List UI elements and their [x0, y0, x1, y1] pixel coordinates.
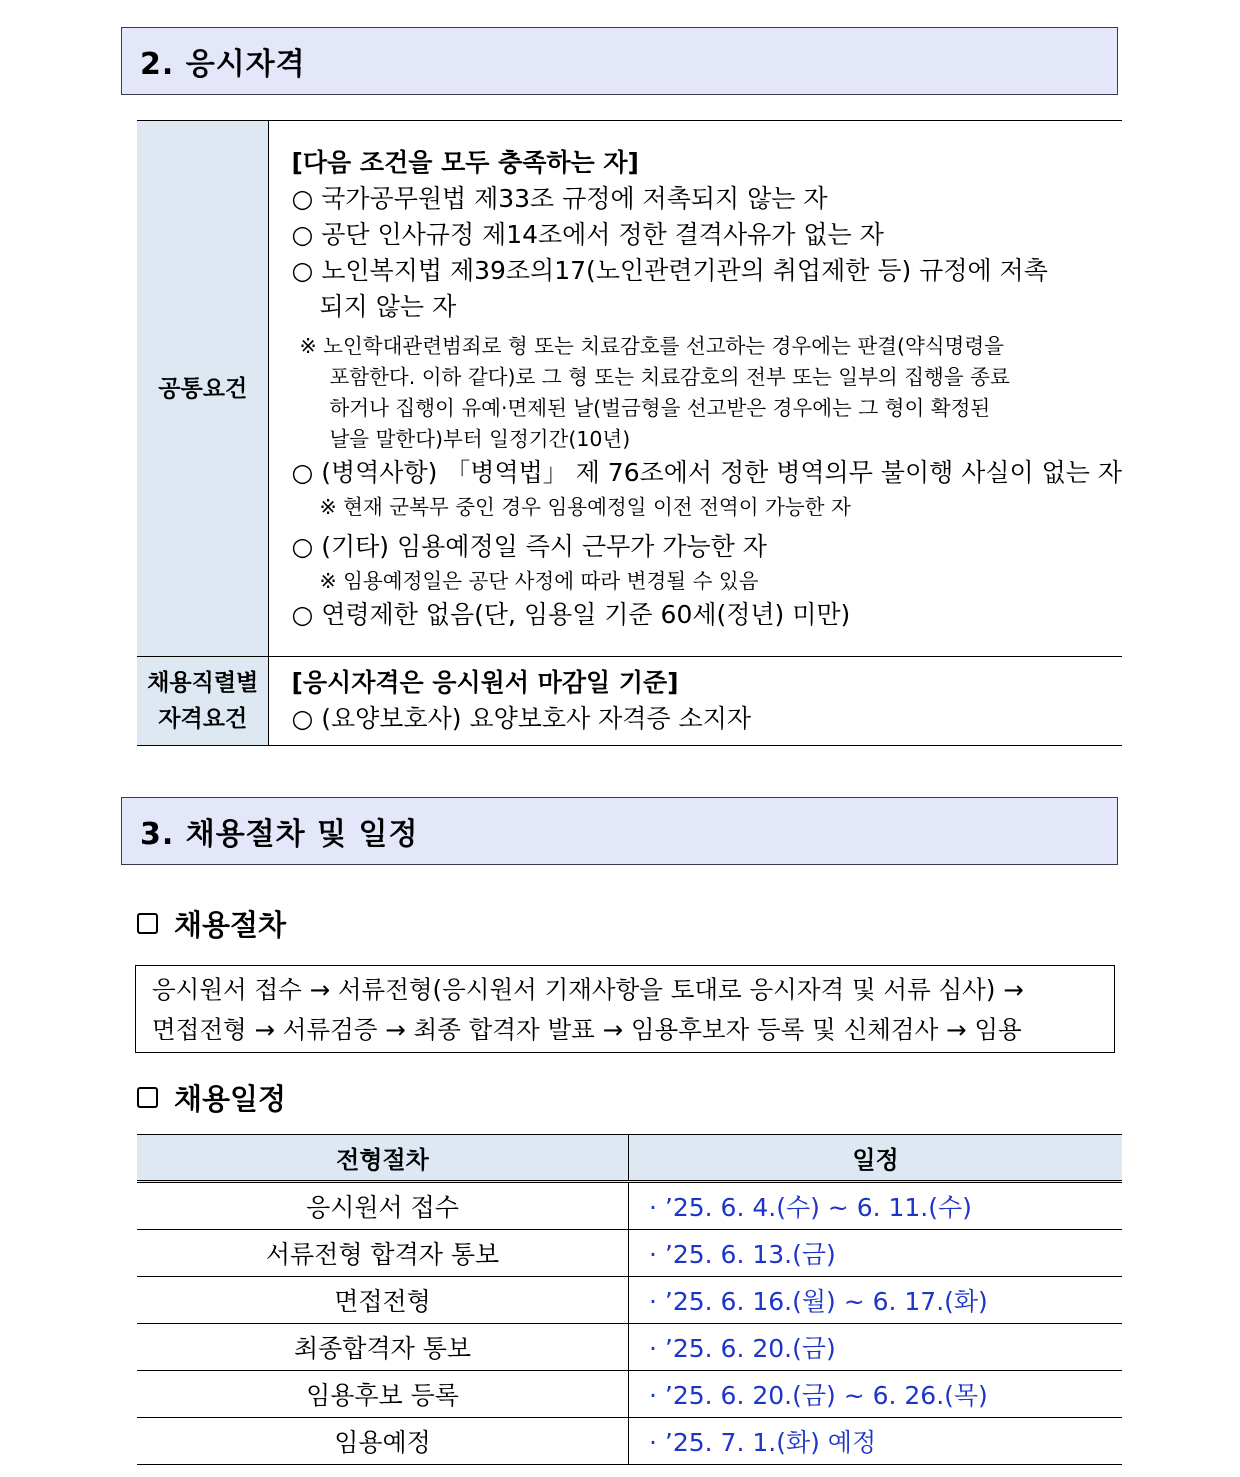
- section-3-header: [121, 797, 1118, 865]
- table-row: [137, 1324, 1122, 1371]
- common-item-3: ○ 노인복지법 제39조의17(노인관련기관의 취업제한 등) 규정에 저촉: [291, 255, 1048, 285]
- schedule-step: 서류전형 합격자 통보: [137, 1230, 629, 1277]
- schedule-step: 최종합격자 통보: [137, 1324, 629, 1371]
- common-heading: [다음 조건을 모두 충족하는 자]: [291, 147, 639, 177]
- common-requirements-label: 공통요건: [137, 121, 269, 657]
- schedule-title: 채용일정: [174, 1082, 287, 1116]
- schedule-step: 임용예정: [137, 1418, 629, 1465]
- checkbox-square-icon: [137, 1087, 158, 1108]
- schedule-date: · ’25. 6. 16.(월) ~ 6. 17.(화): [629, 1277, 1123, 1324]
- schedule-date: · ’25. 6. 4.(수) ~ 6. 11.(수): [629, 1182, 1123, 1230]
- procedure-subtitle: [137, 903, 286, 944]
- schedule-header-step: 전형절차: [137, 1135, 629, 1182]
- job-requirements-row: [137, 657, 1122, 746]
- procedure-box: [135, 965, 1115, 1053]
- section-3-title: 3. 채용절차 및 일정: [140, 817, 419, 852]
- table-row: [137, 1277, 1122, 1324]
- schedule-date: · ’25. 6. 20.(금): [629, 1324, 1123, 1371]
- common-item-3-cont: 되지 않는 자: [319, 291, 457, 321]
- common-item-6: ○ 연령제한 없음(단, 임용일 기준 60세(정년) 미만): [291, 599, 851, 629]
- job-label-line-1: 채용직렬별: [147, 670, 259, 696]
- table-row: [137, 1230, 1122, 1277]
- table-row: [137, 1418, 1122, 1465]
- note-line-1: ※ 노인학대관련범죄로 형 또는 치료감호를 선고하는 경우에는 판결(약식명령을: [299, 333, 1004, 358]
- schedule-date: · ’25. 7. 1.(화) 예정: [629, 1418, 1123, 1465]
- job-requirements-content: [269, 657, 1122, 746]
- note-line-2: 포함한다. 이하 같다)로 그 형 또는 치료감호의 전부 또는 일부의 집행을 종료: [329, 364, 1010, 389]
- schedule-header-row: [137, 1135, 1122, 1182]
- schedule-date: · ’25. 6. 20.(금) ~ 6. 26.(목): [629, 1371, 1123, 1418]
- schedule-step: 면접전형: [137, 1277, 629, 1324]
- checkbox-square-icon: [137, 913, 158, 934]
- common-requirements-content: [269, 121, 1122, 657]
- job-label-line-2: 자격요건: [158, 706, 248, 732]
- section-2-header: [121, 27, 1118, 95]
- job-heading: [응시자격은 응시원서 마감일 기준]: [291, 668, 679, 697]
- qualification-table: [137, 120, 1122, 746]
- note-line-4: 날을 말한다)부터 일정기간(10년): [329, 426, 631, 451]
- procedure-title: 채용절차: [174, 908, 287, 942]
- schedule-date: · ’25. 6. 13.(금): [629, 1230, 1123, 1277]
- table-row: [137, 1182, 1122, 1230]
- military-note: ※ 현재 군복무 중인 경우 임용예정일 이전 전역이 가능한 자: [319, 494, 851, 519]
- common-item-4: ○ (병역사항) 「병역법」 제 76조에서 정한 병역의무 불이행 사실이 없는 자: [291, 457, 1122, 487]
- procedure-line-1: 응시원서 접수 → 서류전형(응시원서 기재사항을 토대로 응시자격 및 서류 심사) →: [152, 975, 1024, 1004]
- schedule-subtitle: [137, 1077, 286, 1118]
- common-item-5: ○ (기타) 임용예정일 즉시 근무가 가능한 자: [291, 531, 767, 561]
- schedule-header-date: 일정: [629, 1135, 1123, 1182]
- schedule-table: [137, 1134, 1122, 1465]
- appointment-note: ※ 임용예정일은 공단 사정에 따라 변경될 수 있음: [319, 568, 759, 593]
- schedule-step: 응시원서 접수: [137, 1182, 629, 1230]
- common-item-1: ○ 국가공무원법 제33조 규정에 저촉되지 않는 자: [291, 183, 828, 213]
- schedule-step: 임용후보 등록: [137, 1371, 629, 1418]
- common-requirements-row: [137, 121, 1122, 657]
- table-row: [137, 1371, 1122, 1418]
- procedure-line-2: 면접전형 → 서류검증 → 최종 합격자 발표 → 임용후보자 등록 및 신체검사 → 임용: [152, 1015, 1022, 1044]
- common-item-2: ○ 공단 인사규정 제14조에서 정한 결격사유가 없는 자: [291, 219, 884, 249]
- note-line-3: 하거나 집행이 유예·면제된 날(벌금형을 선고받은 경우에는 그 형이 확정된: [329, 395, 991, 420]
- abuse-crime-note: [291, 331, 1122, 455]
- section-2-title: 2. 응시자격: [140, 47, 306, 82]
- job-item-1: ○ (요양보호사) 요양보호사 자격증 소지자: [291, 704, 751, 733]
- job-requirements-label: [137, 657, 269, 746]
